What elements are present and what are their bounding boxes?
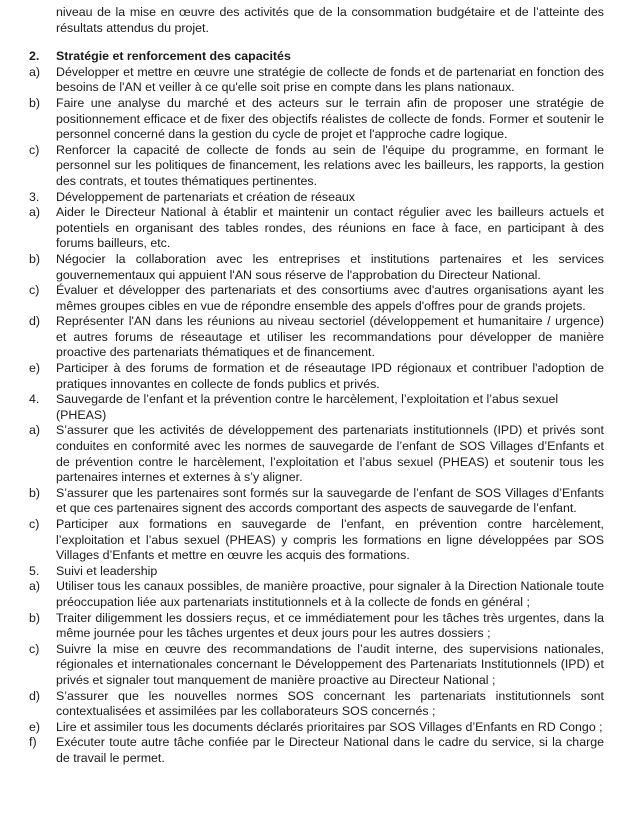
list-item bbox=[29, 96, 604, 143]
list-item-text: S’assurer que les partenaires sont formés sur la sauvegarde de l’enfant de SOS Villages d’Enfants et que ces partenaires signent des accords comportant des aspects de sauvegarde de l’enfant. bbox=[56, 485, 604, 516]
list-item bbox=[29, 423, 604, 485]
list-item-marker: d) bbox=[29, 688, 41, 703]
list-item-text: Faire une analyse du marché et des acteurs sur le terrain afin de proposer une stratégie de positionnement efficace et de fixer des objectifs réalistes de collecte de fonds. Former et soutenir le personnel concerné dans la gestion du cycle de projet et l'approche cadre logique. bbox=[56, 95, 604, 142]
list-item-marker: f) bbox=[29, 735, 37, 750]
intro-paragraph: niveau de la mise en œuvre des activités que de la consommation budgétaire et de l’atteinte des résultats attendus du projet. bbox=[56, 5, 604, 35]
section-number: 4. bbox=[29, 392, 40, 407]
list-item bbox=[29, 283, 604, 314]
list-item-text: Évaluer et développer des partenariats et des consortiums avec d'autres organisations ayant les mêmes groupes cibles en vue de répondre ensemble des appels d'offres pour de grands projets. bbox=[56, 283, 604, 313]
list-item-marker: b) bbox=[29, 251, 41, 266]
list-item bbox=[29, 486, 604, 517]
list-item-text: Participer à des forums de formation et de réseautage IPD régionaux et contribuer l'adoption de pratiques innovantes en collecte de fonds publics et privés. bbox=[56, 361, 604, 391]
section-number: 5. bbox=[29, 563, 40, 578]
list-item-text: Renforcer la capacité de collecte de fonds au sein de l'équipe du programme, en formant le personnel sur les politiques de financement, les relations avec les bailleurs, les rapports, la gestion des contrats, et toutes thématiques pertinentes. bbox=[56, 142, 604, 188]
list-item bbox=[29, 205, 604, 252]
list-item-marker: c) bbox=[29, 142, 40, 157]
list-item bbox=[29, 314, 604, 361]
list-item bbox=[29, 65, 604, 96]
list-item bbox=[29, 720, 604, 736]
sections-list bbox=[29, 49, 604, 766]
list-item-marker: a) bbox=[29, 423, 41, 438]
list-item-text: Négocier la collaboration avec les entreprises et institutions partenaires et les services gouvernementaux qui appuient l'AN sous réserve de l'approbation du Directeur National. bbox=[56, 251, 604, 282]
section-title: Développement de partenariats et création de réseaux bbox=[56, 189, 355, 204]
list-item bbox=[29, 579, 604, 610]
list-item-marker: c) bbox=[29, 283, 40, 298]
list-item bbox=[29, 642, 604, 689]
list-item-text: Représenter l'AN dans les réunions au niveau sectoriel (développement et humanitaire / urgence) et autres forums de réseautage et utiliser les recommandations pour développer de manière proactive des partenariats thématiques et de financement. bbox=[56, 314, 604, 360]
list-item-marker: a) bbox=[29, 205, 41, 220]
list-item-marker: c) bbox=[29, 641, 40, 656]
section-heading bbox=[29, 190, 604, 206]
list-item-marker: e) bbox=[29, 719, 41, 734]
list-item-text: Aider le Directeur National à établir et maintenir un contact régulier avec les bailleurs actuels et potentiels en organisant des tables rondes, des réunions en face à face, en participant à des forums bailleurs, etc. bbox=[56, 205, 604, 251]
section-title: Sauvegarde de l’enfant et la prévention contre le harcèlement, l’exploitation et l’abus sexuel (PHEAS) bbox=[56, 392, 559, 422]
section-5 bbox=[29, 564, 604, 767]
list-item bbox=[29, 252, 604, 283]
list-item-text: Exécuter toute autre tâche confiée par le Directeur National dans le cadre du service, si la charge de travail le permet. bbox=[56, 735, 604, 765]
list-item-text: Participer aux formations en sauvegarde de l’enfant, en prévention contre harcèlement, l’exploitation et l’abus sexuel (PHEAS) y compris les formations en ligne développées par SOS Villages d’Enfants et mettre en œuvre les acquis des formations. bbox=[56, 517, 604, 563]
section-heading bbox=[29, 49, 604, 65]
list-item bbox=[29, 361, 604, 392]
list-item-marker: a) bbox=[29, 579, 41, 594]
list-item-text: Utiliser tous les canaux possibles, de manière proactive, pour signaler à la Direction Nationale toute préoccupation liée aux partenariats institutionnels et à la collecte de fonds en général ; bbox=[56, 579, 604, 609]
list-item bbox=[29, 611, 604, 642]
list-item bbox=[29, 689, 604, 720]
section-title: Suivi et leadership bbox=[56, 563, 158, 578]
list-item-marker: c) bbox=[29, 517, 40, 531]
section-heading bbox=[29, 564, 604, 580]
list-item-text: Suivre la mise en œuvre des recommandations de l’audit interne, des supervisions nationales, régionales et internationales concernant le Développement des Partenariats Institutionnels (IPD) et privés et signaler tout manquement de manière proactive au Directeur National ; bbox=[56, 641, 604, 687]
list-item bbox=[29, 517, 604, 564]
list-item-text: Lire et assimiler tous les documents déclarés prioritaires par SOS Villages d’Enfants en RD Congo ; bbox=[56, 719, 603, 734]
section-3 bbox=[29, 190, 604, 393]
list-item-marker: e) bbox=[29, 361, 41, 376]
section-title: Stratégie et renforcement des capacités bbox=[56, 49, 291, 64]
list-item-marker: b) bbox=[29, 610, 41, 625]
section-heading bbox=[29, 392, 604, 423]
list-item-marker: d) bbox=[29, 314, 41, 329]
section-number: 2. bbox=[29, 49, 40, 64]
list-item-text: S’assurer que les nouvelles normes SOS concernant les partenariats institutionnels sont contextualisées et assimilées par les collaborateurs SOS concernés ; bbox=[56, 688, 604, 719]
list-item-text: Traiter diligemment les dossiers reçus, et ce immédiatement pour les tâches très urgentes, dans la même journée pour les tâches urgentes et deux jours pour les autres dossiers ; bbox=[56, 610, 604, 641]
list-item bbox=[29, 735, 604, 766]
section-number: 3. bbox=[29, 189, 40, 204]
list-item-marker: b) bbox=[29, 95, 41, 110]
list-item-marker: a) bbox=[29, 64, 41, 79]
list-item-text: Développer et mettre en œuvre une stratégie de collecte de fonds et de partenariat en fonction des besoins de l'AN et veiller à ce qu'elle soit prise en compte dans les plans nationaux. bbox=[56, 64, 604, 95]
list-item bbox=[29, 143, 604, 190]
list-item-marker: b) bbox=[29, 485, 41, 500]
section-2 bbox=[29, 49, 604, 189]
list-item-text: S’assurer que les activités de développement des partenariats institutionnels (IPD) et privés sont conduites en conformité avec les normes de sauvegarde de l’enfant de SOS Villages d’Enfants et de prévention contre le harcèlement, l’exploitation et l’abus sexuel (PHEAS) et soutenir tous les partenaires internes et externes à s’y aligner. bbox=[56, 423, 604, 485]
section-4 bbox=[29, 392, 604, 564]
